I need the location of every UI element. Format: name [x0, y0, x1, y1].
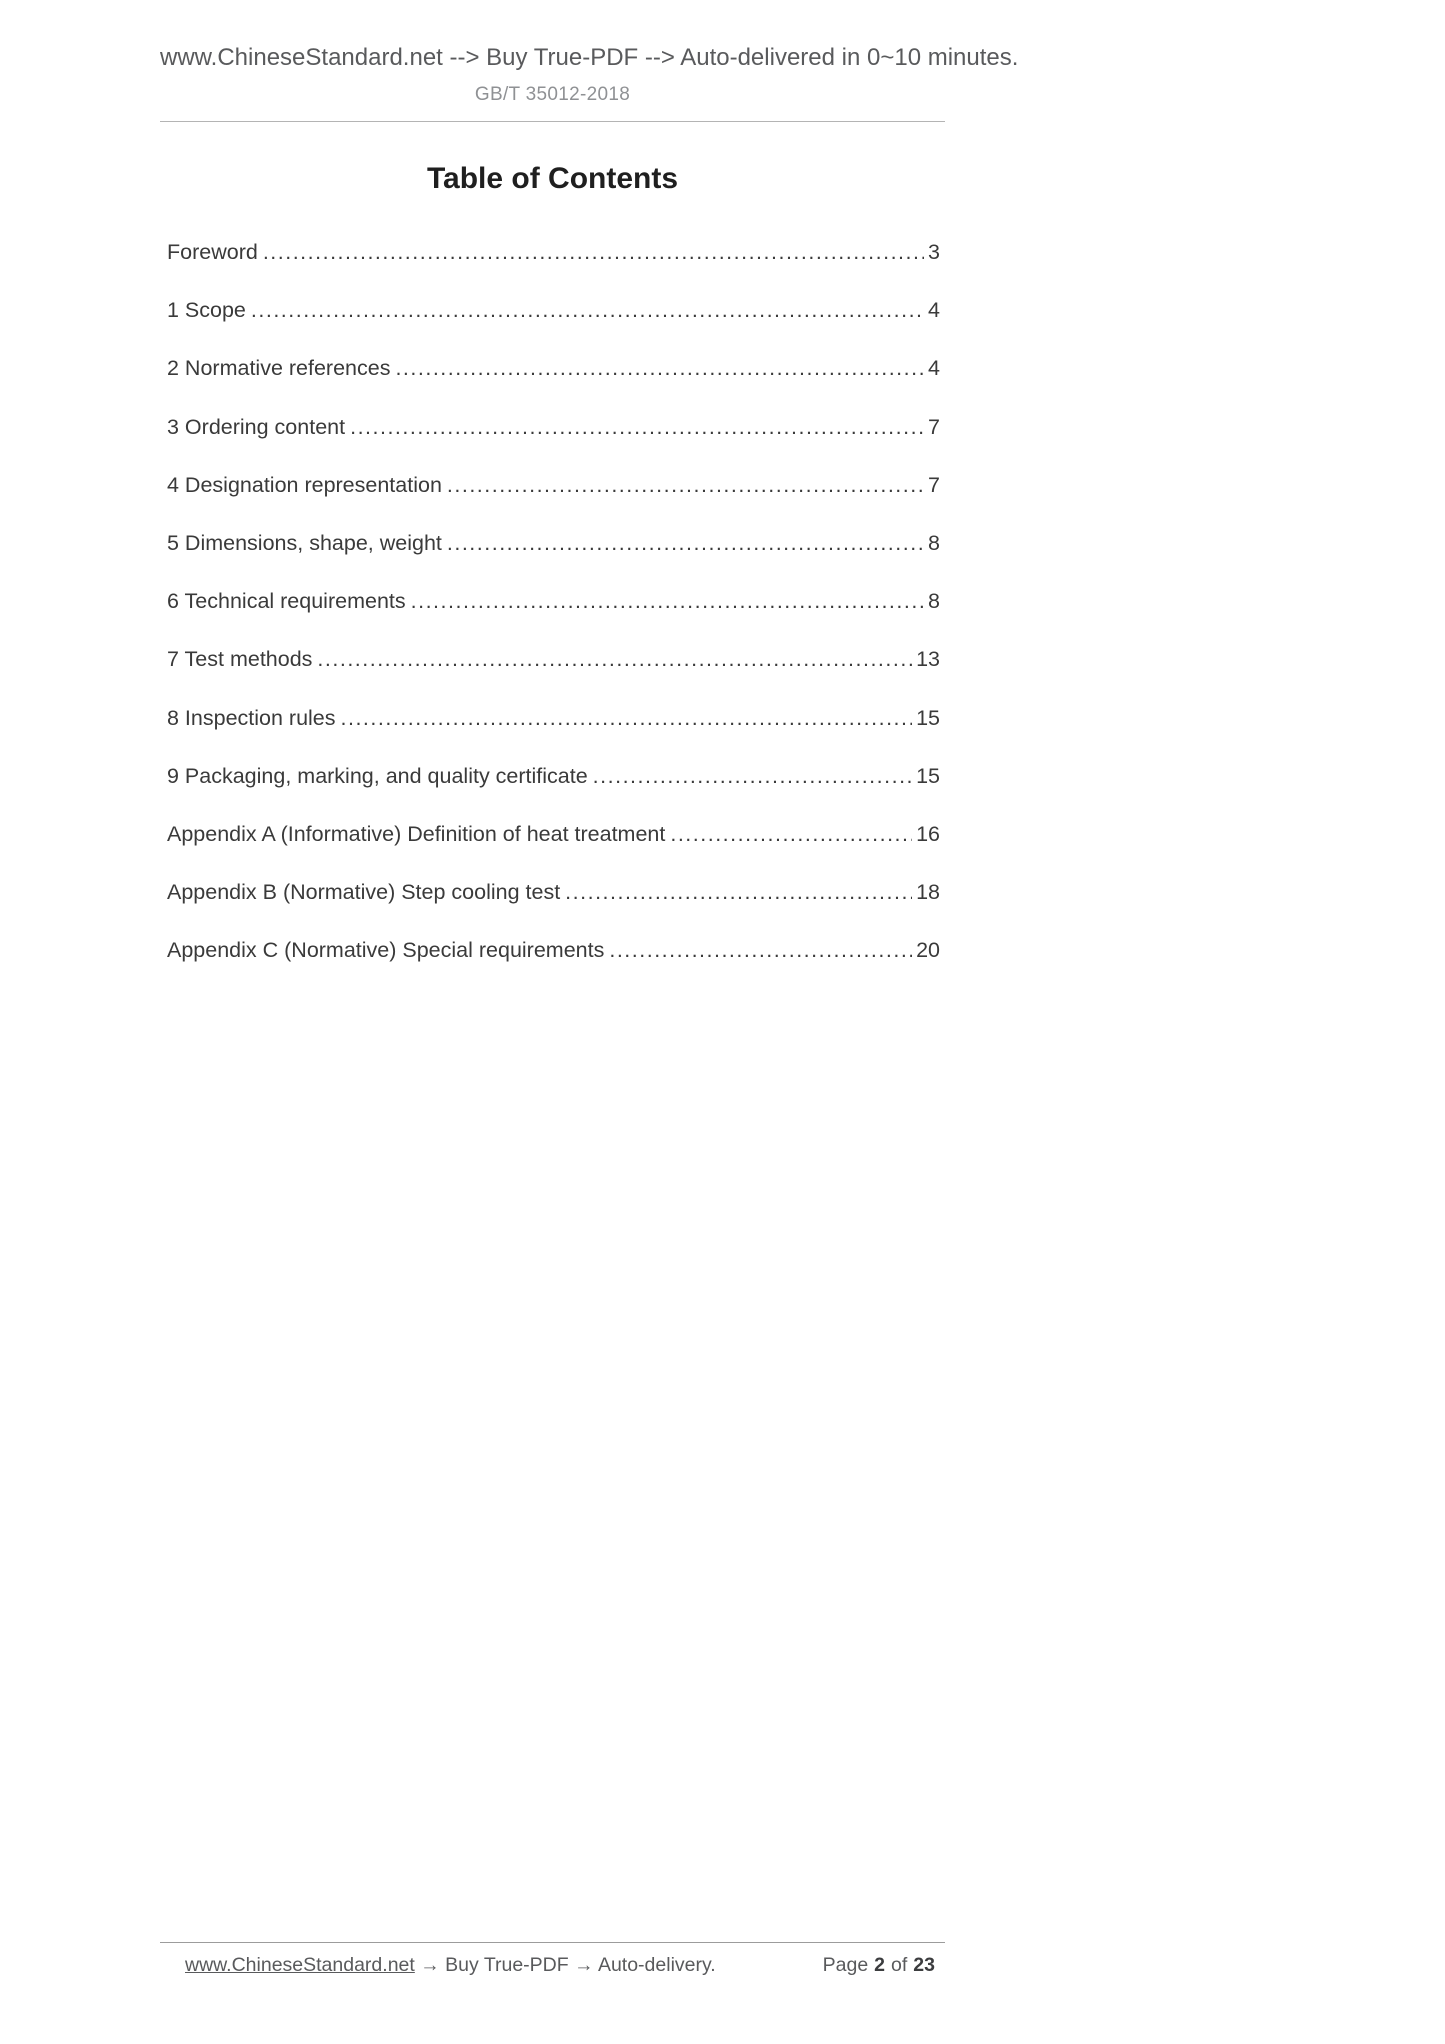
toc-entry-page: 20 — [916, 938, 940, 963]
toc-entry-page: 7 — [928, 472, 940, 497]
toc-dot-leader — [670, 822, 912, 847]
toc-entry-label: 6 Technical requirements — [167, 589, 406, 614]
page-title: Table of Contents — [426, 162, 679, 195]
footer-total-pages: 23 — [913, 1954, 935, 1976]
toc-entry — [167, 415, 940, 473]
toc-entry-label: 5 Dimensions, shape, weight — [167, 530, 442, 555]
toc-entry-page: 8 — [928, 589, 940, 614]
toc-entry — [167, 764, 940, 822]
footer-left-text — [185, 1954, 716, 1977]
header-banner-text: www.ChineseStandard.net --> Buy True-PDF --> Auto-delivered in 0~10 minutes. — [160, 44, 1019, 71]
toc-entry — [167, 240, 940, 298]
toc-dot-leader — [565, 880, 912, 905]
toc-entry-page: 18 — [916, 880, 940, 905]
toc-entry-label: 9 Packaging, marking, and quality certificate — [167, 763, 588, 788]
toc-dot-leader — [411, 589, 924, 614]
page-footer — [160, 1954, 945, 1977]
toc-entry-label: 7 Test methods — [167, 647, 313, 672]
toc-entry — [167, 822, 940, 880]
toc-entry-page: 16 — [916, 821, 940, 846]
footer-page-indicator — [823, 1954, 935, 1977]
toc-entry — [167, 938, 940, 996]
toc-entry-page: 15 — [916, 705, 940, 730]
toc-entry-page: 13 — [916, 647, 940, 672]
toc-entry — [167, 356, 940, 414]
toc-entry-label: Appendix C (Normative) Special requirements — [167, 938, 605, 963]
toc-entry-page: 3 — [928, 240, 940, 264]
toc-dot-leader — [251, 298, 924, 323]
toc-entry-page: 8 — [928, 530, 940, 555]
footer-tagline: → Buy True-PDF → Auto-delivery. — [414, 1954, 716, 1976]
footer-page-number: 2 — [874, 1954, 886, 1976]
toc-entry-page: 7 — [928, 414, 940, 439]
footer-page-word: Page — [822, 1954, 869, 1976]
toc-dot-leader — [341, 706, 913, 731]
toc-entry — [167, 706, 940, 764]
toc-dot-leader — [593, 764, 912, 789]
toc-entry-label: Appendix A (Informative) Definition of heat treatment — [167, 821, 666, 846]
toc-entry-page: 15 — [916, 763, 940, 788]
toc-entry — [167, 880, 940, 938]
footer-of-word: of — [891, 1954, 908, 1976]
toc-entry — [167, 531, 940, 589]
toc-dot-leader — [317, 647, 912, 672]
toc-entry-label: Appendix B (Normative) Step cooling test — [167, 880, 561, 905]
toc-entry-label: 8 Inspection rules — [167, 705, 336, 730]
toc-entry-label: 3 Ordering content — [167, 414, 346, 439]
footer-divider — [160, 1942, 945, 1943]
toc-entry-page: 4 — [928, 298, 940, 323]
toc-dot-leader — [350, 415, 924, 440]
toc-entry — [167, 647, 940, 705]
toc-entry-page: 4 — [928, 356, 940, 381]
toc-dot-leader — [609, 938, 912, 963]
toc-list — [167, 240, 940, 996]
toc-entry-label: 1 Scope — [167, 298, 246, 323]
toc-dot-leader — [447, 531, 924, 556]
standard-code: GB/T 35012-2018 — [474, 84, 631, 105]
footer-site-link[interactable]: www.ChineseStandard.net — [185, 1954, 415, 1976]
toc-entry-label: 2 Normative references — [167, 356, 391, 381]
toc-dot-leader — [447, 473, 924, 498]
toc-dot-leader — [263, 240, 924, 265]
toc-entry — [167, 473, 940, 531]
toc-entry-label: Foreword — [167, 240, 258, 264]
toc-entry — [167, 298, 940, 356]
toc-entry — [167, 589, 940, 647]
page-header — [160, 44, 1019, 106]
toc-dot-leader — [395, 356, 924, 381]
header-divider — [160, 121, 945, 122]
toc-entry-label: 4 Designation representation — [167, 472, 442, 497]
